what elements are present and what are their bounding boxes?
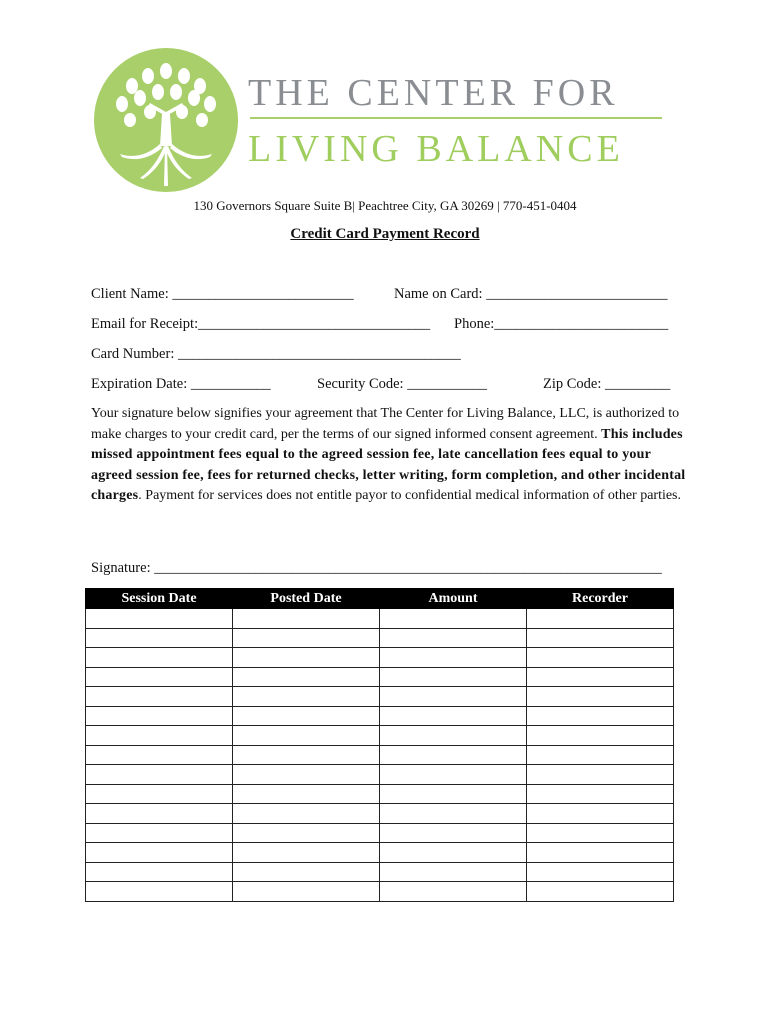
name-on-card-field[interactable]: Name on Card: _________________________ xyxy=(394,286,668,302)
table-row xyxy=(86,882,674,902)
table-cell[interactable] xyxy=(527,706,674,726)
table-row xyxy=(86,843,674,863)
table-cell[interactable] xyxy=(233,687,380,707)
header-session-date: Session Date xyxy=(86,589,233,609)
table-cell[interactable] xyxy=(380,745,527,765)
table-cell[interactable] xyxy=(86,706,233,726)
table-cell[interactable] xyxy=(86,687,233,707)
table-row xyxy=(86,804,674,824)
table-cell[interactable] xyxy=(86,823,233,843)
table-cell[interactable] xyxy=(527,804,674,824)
table-cell[interactable] xyxy=(233,726,380,746)
page-title: Credit Card Payment Record xyxy=(290,226,480,242)
zip-code-field[interactable]: Zip Code: _________ xyxy=(543,376,671,392)
table-cell[interactable] xyxy=(527,862,674,882)
table-cell[interactable] xyxy=(86,862,233,882)
table-cell[interactable] xyxy=(233,667,380,687)
table-row xyxy=(86,628,674,648)
table-cell[interactable] xyxy=(380,823,527,843)
table-row xyxy=(86,745,674,765)
table-cell[interactable] xyxy=(527,745,674,765)
table-cell[interactable] xyxy=(380,726,527,746)
table-cell[interactable] xyxy=(233,628,380,648)
table-cell[interactable] xyxy=(527,843,674,863)
table-cell[interactable] xyxy=(233,882,380,902)
table-cell[interactable] xyxy=(233,804,380,824)
table-cell[interactable] xyxy=(86,843,233,863)
table-cell[interactable] xyxy=(380,765,527,785)
payment-log-table xyxy=(85,588,674,902)
table-cell[interactable] xyxy=(233,784,380,804)
table-cell[interactable] xyxy=(380,843,527,863)
table-cell[interactable] xyxy=(380,628,527,648)
table-cell[interactable] xyxy=(527,882,674,902)
table-cell[interactable] xyxy=(86,726,233,746)
agreement-text-2: . Payment for services does not entitle payor to confidential medical information of other parties. xyxy=(138,488,682,503)
logo-line-2: LIVING BALANCE xyxy=(248,128,624,170)
card-number-field[interactable]: Card Number: _______________________________________ xyxy=(91,346,461,362)
agreement-text-1: Your signature below signifies your agreement that The Center for Living Balance, LLC, is authorized to make charges to your credit card, per the terms of our signed informed consent agreement. xyxy=(91,406,680,442)
table-row xyxy=(86,609,674,629)
table-cell[interactable] xyxy=(86,882,233,902)
table-cell[interactable] xyxy=(86,648,233,668)
table-row xyxy=(86,862,674,882)
table-cell[interactable] xyxy=(233,609,380,629)
table-cell[interactable] xyxy=(527,726,674,746)
table-row xyxy=(86,823,674,843)
table-cell[interactable] xyxy=(527,784,674,804)
header-amount: Amount xyxy=(380,589,527,609)
email-field[interactable]: Email for Receipt:________________________________ xyxy=(91,316,431,332)
table-cell[interactable] xyxy=(527,628,674,648)
table-cell[interactable] xyxy=(233,745,380,765)
table-cell[interactable] xyxy=(86,628,233,648)
table-cell[interactable] xyxy=(233,862,380,882)
table-cell[interactable] xyxy=(527,648,674,668)
table-cell[interactable] xyxy=(380,784,527,804)
client-name-field[interactable]: Client Name: _________________________ xyxy=(91,286,354,302)
header-recorder: Recorder xyxy=(527,589,674,609)
logo-divider xyxy=(250,117,662,119)
table-row xyxy=(86,784,674,804)
table-cell[interactable] xyxy=(380,882,527,902)
table-row xyxy=(86,706,674,726)
table-cell[interactable] xyxy=(86,609,233,629)
phone-field[interactable]: Phone:________________________ xyxy=(454,316,669,332)
logo-line-1: THE CENTER FOR xyxy=(248,72,619,114)
table-cell[interactable] xyxy=(527,667,674,687)
table-cell[interactable] xyxy=(527,765,674,785)
table-cell[interactable] xyxy=(380,609,527,629)
table-cell[interactable] xyxy=(233,765,380,785)
table-cell[interactable] xyxy=(380,706,527,726)
table-cell[interactable] xyxy=(86,804,233,824)
table-header-row xyxy=(86,589,674,609)
table-cell[interactable] xyxy=(86,745,233,765)
logo xyxy=(92,46,672,196)
header-posted-date: Posted Date xyxy=(233,589,380,609)
agreement-paragraph xyxy=(91,404,686,507)
table-cell[interactable] xyxy=(380,667,527,687)
table-cell[interactable] xyxy=(527,609,674,629)
table-cell[interactable] xyxy=(380,804,527,824)
address: 130 Governors Square Suite B| Peachtree City, GA 30269 | 770-451-0404 xyxy=(193,198,577,213)
table-cell[interactable] xyxy=(86,667,233,687)
expiration-field[interactable]: Expiration Date: ___________ xyxy=(91,376,271,392)
table-row xyxy=(86,687,674,707)
table-row xyxy=(86,648,674,668)
table-cell[interactable] xyxy=(380,862,527,882)
table-body xyxy=(86,609,674,902)
tree-icon xyxy=(92,46,240,194)
signature-field[interactable]: Signature: ______________________________________________________________________ xyxy=(91,560,662,576)
table-row xyxy=(86,667,674,687)
table-cell[interactable] xyxy=(527,687,674,707)
table-cell[interactable] xyxy=(86,765,233,785)
table-cell[interactable] xyxy=(233,706,380,726)
agreement-text-bold: This includes missed appointment fees equal to the agreed session fee, late cancellation fees equal to your agreed session fee, fees for returned checks, letter writing, form completion, and other incidental charges xyxy=(91,426,686,503)
table-row xyxy=(86,765,674,785)
table-cell[interactable] xyxy=(86,784,233,804)
table-cell[interactable] xyxy=(527,823,674,843)
security-code-field[interactable]: Security Code: ___________ xyxy=(317,376,487,392)
table-cell[interactable] xyxy=(233,648,380,668)
table-cell[interactable] xyxy=(233,823,380,843)
table-row xyxy=(86,726,674,746)
table-cell[interactable] xyxy=(380,687,527,707)
table-cell[interactable] xyxy=(380,648,527,668)
table-cell[interactable] xyxy=(233,843,380,863)
